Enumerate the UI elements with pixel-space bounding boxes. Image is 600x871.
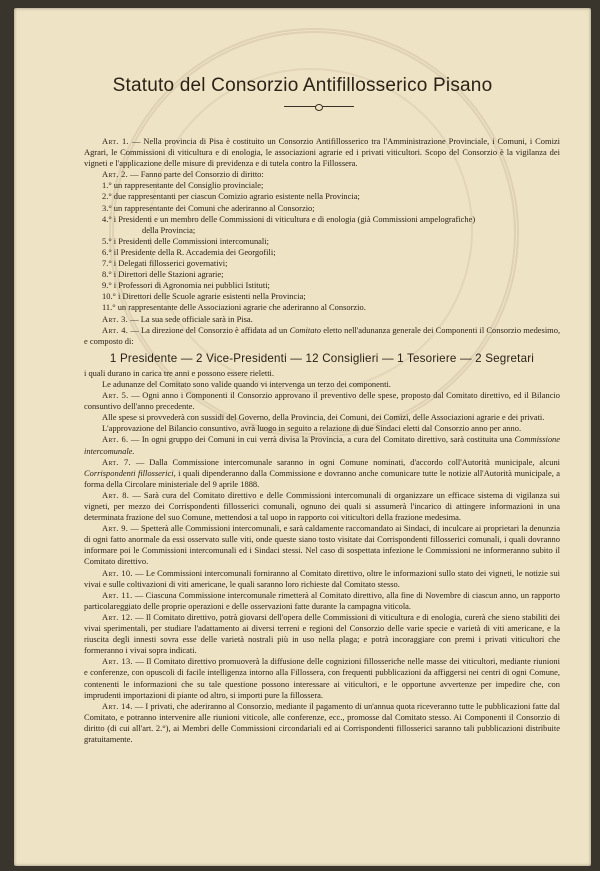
article-text: — Spetterà alle Commissioni intercomunali, e sarà caldamente raccomandato ai Sindaci, di inculcare ai proprietari la denunzia di ogni fatto anormale da essi osservato sulle viti, onde queste siano tosto visitate dai Corrispondenti fillosserici comunali, i quali dovranno informare poi le Commissioni intercomunali ed i Sindaci stessi. Nel caso di sospettata infezione le Commissioni ne informeranno subito il Comitato direttivo.: [84, 523, 561, 567]
list-item: 5.° i Presidenti delle Commissioni intercomunali;: [102, 235, 269, 246]
list-item: 10.° i Direttori delle Scuole agrarie esistenti nella Provincia;: [102, 291, 306, 302]
paragraph: i quali durano in carica tre anni e possono essere rieletti.: [84, 367, 275, 378]
article-text: — Sarà cura del Comitato direttivo e delle Commissioni intercomunali di organizzare un efficace sistema di vigilanza sui vigneti, per mezzo dei Corrispondenti fillosserici comunali, ognuno dei quali si assumerà l'incarico di attingere informazioni in una determinata frazione del suo Comune, mettendosi a tal uopo in rapporto coi viticultori della frazione medesima.: [84, 489, 561, 523]
article-text: — La sua sede officiale sarà in Pisa.: [130, 313, 253, 324]
article-text: — Fanno parte del Consorzio di diritto:: [130, 169, 264, 180]
article-14: [84, 701, 560, 745]
list-item: 4.° i Presidenti e un membro delle Commissioni di viticultura e di enologia (già Commissioni ampelografiche): [102, 213, 476, 224]
article-text: — Dalla Commissione intercomunale saranno in ogni Comune nominati, d'accordo coll'Autorità municipale, alcuni: [135, 456, 561, 467]
article-label: Art. 8.: [102, 489, 130, 500]
document-title: Statuto del Consorzio Antifillosserico Pisano: [112, 75, 493, 96]
list-item: 1.° un rappresentante del Consiglio provinciale;: [102, 180, 264, 191]
article-label: Art. 5.: [102, 390, 129, 401]
article-4: [84, 325, 560, 347]
article-text: — Le Commissioni intercomunali forniranno al Comitato direttivo, oltre le informazioni sullo stato dei vigneti, le notizie sui vivai e sulle coltivazioni di viti americane, le quali saranno loro richieste dal Comitato stesso.: [84, 567, 561, 589]
article-7: [84, 457, 560, 490]
article-text: — I privati, che aderiranno al Consorzio, mediante il pagamento di un'annua quota riceveranno tutte le pubblicazioni fatte dal Comitato, e potranno intervenire alle riunioni viticole, alle conferenze, ecc., promosse dal Comitato stesso. Ai Componenti il Consorzio di diritto (di cui all'art. 2.°), ai Membri delle Commissioni circondariali ed ai Corrispondenti fillosserici saranno tali pubblicazioni distribuite gratuitamente.: [84, 700, 560, 744]
committee-composition: 1 Presidente — 2 Vice-Presidenti — 12 Consiglieri — 1 Tesoriere — 2 Segretari: [109, 351, 535, 365]
article-label: Art. 1.: [102, 136, 129, 146]
article-11: [84, 590, 560, 612]
article-3: [84, 314, 560, 325]
paragraph: L'approvazione del Bilancio consuntivo, avrà luogo in seguito a relazione di due Sindaci eletti dal Consorzio anno per anno.: [102, 423, 522, 434]
article-2: [84, 169, 560, 180]
article-label: Art. 2.: [102, 169, 129, 180]
article-5: [84, 390, 560, 412]
statute-body: [84, 136, 560, 745]
article-8: [84, 490, 560, 523]
article-text: — La direzione del Consorzio è affidata ad un: [130, 324, 288, 335]
list-item: 2.° due rappresentanti per ciascun Comizio agrario esistente nella Provincia;: [102, 191, 360, 202]
article-1: [84, 136, 560, 169]
list-item: 3.° un rappresentante dei Comuni che aderiranno al Consorzio;: [102, 202, 315, 213]
list-item: 6.° il Presidente della R. Accademia dei Georgofili;: [102, 246, 276, 257]
article-text: — Nella provincia di Pisa è costituito un Consorzio Antifillosserico tra l'Amministrazione Provinciale, i Comuni, i Comizi Agrari, le Commissioni di viticultura e di enologia, le associazioni agrarie ed i privati viticultori. Scopo del Consorzio è la vigilanza dei vigneti e l'applicazione delle misure di previdenza e di tutela contro la Fillossera.: [84, 136, 561, 169]
list-item: 9.° i Professori di Agronomia nei pubblici Istituti;: [102, 280, 270, 291]
article-label: Art. 14.: [102, 700, 133, 711]
paragraph: Le adunanze del Comitato sono valide quando vi intervenga un terzo dei componenti.: [102, 378, 391, 389]
article-text: eletto nell'adunanza generale dei Componenti il Consorzio medesimo, e composto di:: [84, 324, 561, 346]
article-label: Art. 3.: [102, 313, 129, 324]
article-label: Art. 9.: [102, 523, 129, 534]
article-italic-term: Corrispondenti fillosserici,: [84, 467, 176, 478]
article-italic-term: Commissione intercomunale.: [84, 434, 561, 456]
paragraph: Alle spese si provvederà con sussidi del Governo, della Provincia, dei Comuni, dei Comizi, delle Associazioni agrarie e dei privati.: [102, 412, 545, 423]
article-text: — Ogni anno i Componenti il Consorzio approvano il preventivo delle spese, proposto dal Comitato direttivo, ed il Bilancio consuntivo dell'anno precedente.: [84, 390, 561, 412]
article-13: [84, 656, 560, 700]
article-label: Art. 4.: [102, 324, 129, 335]
article-italic-term: Comitato: [289, 324, 321, 335]
title-ornament-rule: [284, 106, 354, 107]
list-item-continuation: della Provincia;: [142, 224, 196, 235]
document-page: [14, 8, 591, 866]
article-label: Art. 6.: [102, 434, 129, 445]
article-text: — Il Comitato direttivo promuoverà la diffusione delle cognizioni fillosseriche nelle masse dei viticultori, mediante riunioni e conferenze, con opuscoli di facile intelligenza intorno alla Fillossera, con frequenti pubblicazioni da affiggersi nei centri di ogni Comune, contenenti le informazioni che su tale questione possono interessare ai viticultori, e le opportune avvertenze per impedire che, con imprudenti importazioni di piante od altro, si importi pure la fillossera.: [84, 656, 560, 700]
article-10: [84, 568, 560, 590]
article-label: Art. 10.: [102, 567, 133, 578]
article-text: — In ogni gruppo dei Comuni in cui verrà divisa la Provincia, a cura del Comitato direttivo, sarà costituita una: [130, 434, 513, 445]
article-label: Art. 7.: [102, 456, 131, 467]
article-text: — Ciascuna Commissione intercomunale rimetterà al Comitato direttivo, alla fine di Novembre di ciascun anno, un rapporto particolareggiato delle proprie operazioni e delle osservazioni fatte durante la campagna viticola.: [84, 589, 561, 611]
list-item: 7.° i Delegati fillosserici governativi;: [102, 258, 228, 269]
article-text: i quali dipenderanno dalla Commissione e dovranno anche comunicare tutte le notizie all'Autorità municipale, a forma della Circolare ministeriale del 9 aprile 1888.: [84, 467, 560, 489]
article-6: [84, 434, 560, 456]
article-label: Art. 12.: [102, 611, 133, 622]
article-12: [84, 612, 560, 656]
article-label: Art. 13.: [102, 656, 133, 667]
list-item: 11.° un rappresentante delle Associazioni agrarie che aderiranno al Consorzio.: [102, 302, 366, 313]
list-item: 8.° i Direttori delle Stazioni agrarie;: [102, 269, 224, 280]
article-text: — Il Comitato direttivo, potrà giovarsi dell'opera delle Commissioni di viticultura e di enologia, curerà che sieno stabiliti dei vivai sperimentali, per studiare l'adattamento ai diversi terreni e regioni del Consorzio delle varie specie e varietà di viti americane, e la riuscita degli innesti sovra esse delle varietà nostrali più in uso nella plaga; e potrà incoraggiare con premi i privati viticultori che formeranno i vivai sopra indicati.: [84, 611, 561, 656]
article-9: [84, 523, 560, 567]
article-label: Art. 11.: [102, 589, 133, 600]
